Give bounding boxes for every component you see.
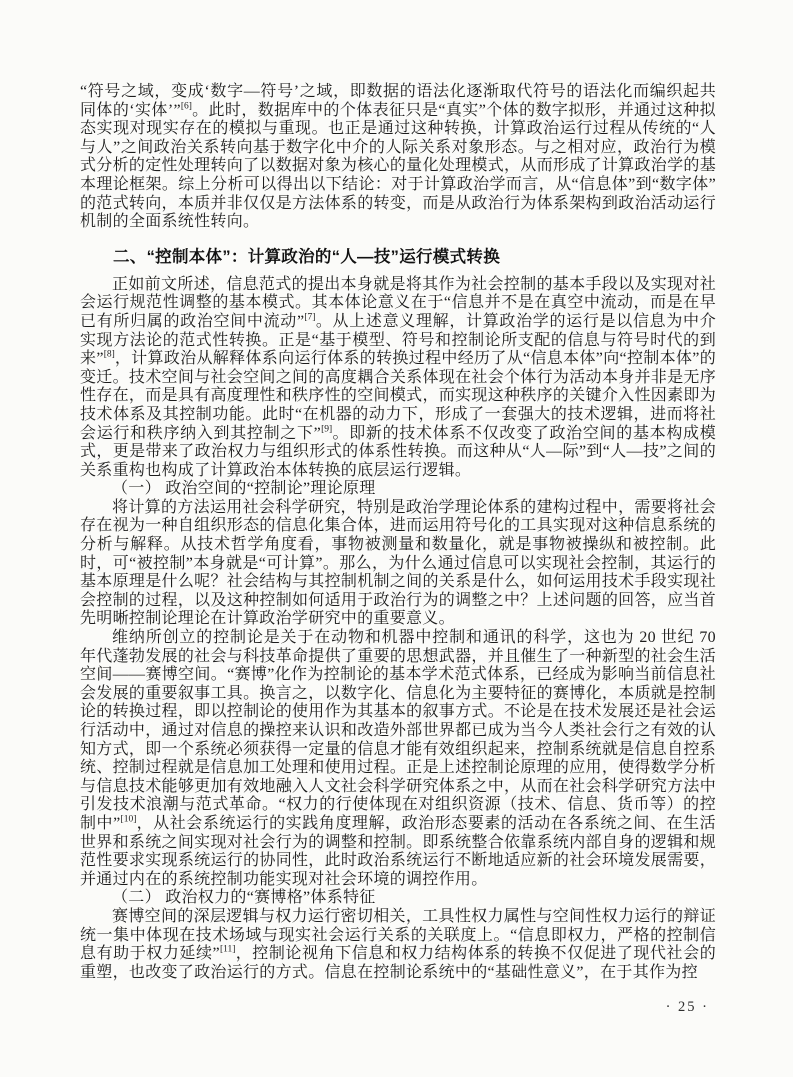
body-paragraph: 赛博空间的深层逻辑与权力运行密切相关，工具性权力属性与空间性权力运行的辩证统一集中体现在技术场域与现实社会运行关系的关联度上。“信息即权力，严格的控制信息有助于权力延续”[11]，控制论视角下信息和权力结构体系的转换不仅促进了现代社会的重塑，也改变了政治运行的方式。信息在控制论系统中的“基础性意义”，在于其作为控 <box>80 907 716 981</box>
section-heading: 二、“控制本体”：计算政治的“人—技”运行模式转换 <box>113 247 500 266</box>
footnote-marker: [8] <box>103 349 115 360</box>
footnote-marker: [9] <box>321 424 333 435</box>
body-paragraph: 将计算的方法运用社会科学研究，特别是政治学理论体系的建构过程中，需要将社会存在视为一种自组织形态的信息化集合体，进而运用符号化的工具实现对这种信息系统的分析与解释。从技术哲学角度看，事物被测量和数量化，就是事物被操纵和被控制。此时，可“被控制”本身就是“可计算”。那么，为什么通过信息可以实现社会控制，其运行的基本原理是什么呢？社会结构与其控制机制之间的关系是什么，如何运用技术手段实现社会控制的过程，以及这种控制如何适用于政治行为的调整之中？上述问题的回答，应当首先明晰控制论理论在计算政治学研究中的重要意义。 <box>80 498 716 628</box>
footnote-marker: [7] <box>304 312 316 323</box>
subsection-heading: （二） 政治权力的“赛博格”体系特征 <box>112 889 376 907</box>
page-body <box>80 83 716 982</box>
page-number: · 25 · <box>665 999 709 1015</box>
footnote-marker: [10] <box>120 814 137 825</box>
body-paragraph: “符号之域，变成‘数字—符号’之域，即数据的语法化逐渐取代符号的语法化而编织起共同体的‘实体’”[6]。此时，数据库中的个体表征只是“真实”个体的数字拟形，并通过这种拟态实现对现实存在的模拟与重现。也正是通过这种转换，计算政治运行过程从传统的“人与人”之间政治关系转向基于数字化中介的人际关系对象形态。与之相对应，政治行为模式分析的定性处理转向了以数据对象为核心的量化处理模式，从而形成了计算政治学的基本理论框架。综上分析可以得出以下结论：对于计算政治学而言，从“信息体”到“数字体”的范式转向，本质并非仅仅是方法体系的转变，而是从政治行为体系架构到政治活动运行机制的全面系统性转向。 <box>80 83 716 231</box>
footnote-marker: [6] <box>180 101 192 112</box>
body-paragraph: 维纳所创立的控制论是关于在动物和机器中控制和通讯的科学，这也为 20 世纪 70 年代蓬勃发展的社会与科技革命提供了重要的思想武器，并且催生了一种新型的社会生活空间——赛博空间。“赛博”化作为控制论的基本学术范式体系，已经成为影响当前信息社会发展的重要叙事工具。换言之，以数字化、信息化为主要特征的赛博化，本质就是控制论的转换过程，即以控制论的使用作为其基本的叙事方式。不论是在技术发展还是社会运行活动中，通过对信息的操控来认识和改造外部世界都已成为当今人类社会行之有效的认知方式，即一个系统必须获得一定量的信息才能有效组织起来，控制系统就是信息自控系统、控制过程就是信息加工处理和使用过程。正是上述控制论原理的应用，使得数学分析与信息技术能够更加有效地融入人文社会科学研究体系之中，从而在社会科学研究方法中引发技术浪潮与范式革命。“权力的行使体现在对组织资源（技术、信息、货币等）的控制中”[10]，从社会系统运行的实践角度理解，政治形态要素的活动在各系统之间、在生活世界和系统之间实现对社会行为的调整和控制。即系统整合依靠系统内部自身的逻辑和规范性要求实现系统运行的协同性，此时政治系统运行不断地适应新的社会环境发展需要，并通过内在的系统控制功能实现对社会环境的调控作用。 <box>80 629 716 888</box>
footnote-marker: [11] <box>219 944 236 955</box>
body-paragraph: 正如前文所述，信息范式的提出本身就是将其作为社会控制的基本手段以及实现对社会运行规范性调整的基本模式。其本体论意义在于“信息并不是在真空中流动，而是在早已有所归属的政治空间中流动”[7]。从上述意义理解，计算政治学的运行是以信息为中介实现方法论的范式性转换。正是“基于模型、符号和控制论所支配的信息与符号时代的到来”[8]，计算政治从解释体系向运行体系的转换过程中经历了从“信息本体”向“控制本体”的变迁。技术空间与社会空间之间的高度耦合关系体现在社会个体行为活动本身并非是无序性存在，而是具有高度理性和秩序性的空间模式，而实现这种秩序的关键介入性因素即为技术体系及其控制功能。此时“在机器的动力下，形成了一套强大的技术逻辑，进而将社会运行和秩序纳入到其控制之下”[9]。即新的技术体系不仅改变了政治空间的基本构成模式，更是带来了政治权力与组织形式的体系性转换。而这种从“人—际”到“人—技”之间的关系重构也构成了计算政治本体转换的底层运行逻辑。 <box>80 275 717 479</box>
subsection-heading: （一） 政治空间的“控制论”理论原理 <box>112 480 376 498</box>
